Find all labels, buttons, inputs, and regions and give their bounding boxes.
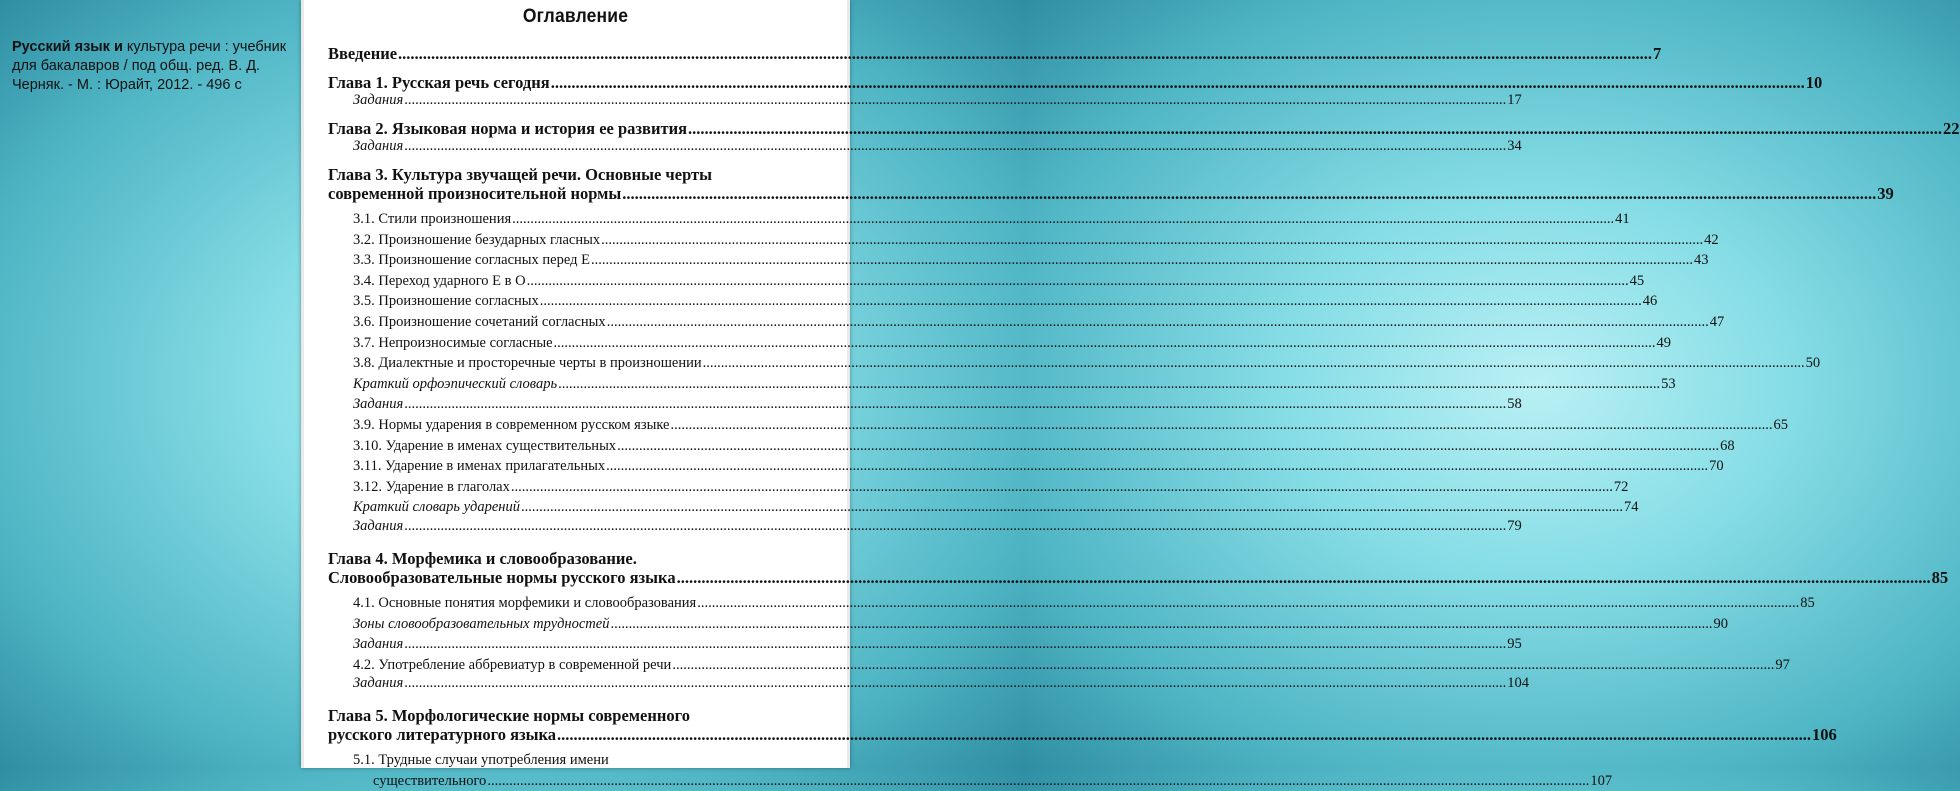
toc-item-3-9 (328, 415, 1788, 436)
toc-item-label: 3.7. Непроизносимые согласные (353, 334, 553, 351)
toc-item-label: Задания (353, 675, 404, 692)
scanned-toc-page (304, 0, 1960, 789)
toc-item-page: 72 (1613, 478, 1629, 495)
leader-dots (404, 138, 1506, 155)
citation-rest: культура речи : учебник для бакалавров / под общ. ред. В. Д. Черняк. - М. : Юрайт, 2012. - 496 с (12, 39, 287, 93)
toc-item-page: 70 (1709, 458, 1724, 475)
toc-item-label: Краткий словарь ударений (353, 499, 520, 516)
toc-chapter-3-line2: современной произносительной нормы (328, 184, 622, 203)
leader-dots (672, 655, 1774, 676)
toc-chapter-5-line2: русского литературного языка (328, 725, 557, 745)
toc-item-label: Задания (353, 92, 404, 108)
toc-item-label: 3.8. Диалектные и просторечные черты в произношении (353, 355, 702, 372)
toc-item-tasks (328, 634, 1522, 655)
toc-item-4-1 (328, 593, 1815, 614)
leader-dots (606, 456, 1708, 477)
toc-item-label: Задания (353, 138, 404, 154)
leader-dots (554, 333, 1656, 354)
leader-dots (398, 44, 1652, 63)
toc-item-page: 49 (1656, 334, 1672, 351)
toc-item-page: 107 (1590, 772, 1613, 789)
toc-item-label: 3.11. Ударение в именах прилагательных (353, 458, 606, 475)
toc-item-page: 90 (1713, 615, 1728, 632)
toc-item-tasks (328, 517, 1522, 535)
leader-dots (617, 436, 1719, 457)
toc-item-label: Задания (353, 396, 404, 413)
toc-item-label: Зоны словообразовательных трудностей (353, 615, 610, 632)
leader-dots (601, 230, 1703, 251)
toc-item-tasks (328, 394, 1522, 415)
citation-bold: Русский язык и (12, 39, 123, 55)
toc-item-label: Задания (353, 636, 404, 653)
toc-item-label: 3.3. Произношение согласных перед Е (353, 252, 590, 269)
toc-item-label: 3.5. Произношение согласных (353, 293, 539, 310)
toc-item-label: 3.2. Произношение безударных гласных (353, 231, 601, 248)
toc-item-page: 65 (1773, 416, 1788, 433)
toc-item-page: 50 (1805, 355, 1821, 372)
toc-item-3-7 (328, 333, 1672, 354)
toc-item-wordformation-difficulties (328, 614, 1728, 635)
toc-chapter-1-tasks (328, 92, 1522, 109)
toc-chapter-4 (328, 548, 1949, 587)
leader-dots (670, 415, 1772, 436)
toc-item-page: 42 (1704, 231, 1719, 248)
toc-item-label: 3.10. Ударение в именах существительных (353, 437, 617, 454)
toc-item-tasks (328, 675, 1529, 692)
toc-list (328, 44, 1960, 791)
toc-item-page: 17 (1507, 92, 1522, 108)
leader-dots (558, 374, 1660, 395)
leader-dots (521, 497, 1623, 518)
book-citation (12, 38, 292, 95)
leader-dots (404, 394, 1506, 415)
toc-item-page: 46 (1642, 293, 1658, 310)
leader-dots (404, 675, 1506, 692)
toc-item-3-12 (328, 477, 1629, 498)
leader-dots (607, 312, 1709, 333)
toc-item-5-1 (328, 750, 1613, 791)
leader-dots (622, 184, 1876, 203)
leader-dots (540, 291, 1642, 312)
toc-chapter-4-line2: Словообразовательные нормы русского языка (328, 567, 676, 587)
toc-item-page: 58 (1507, 396, 1522, 413)
toc-chapter-3-page: 39 (1877, 184, 1894, 203)
toc-item-page: 104 (1507, 675, 1529, 692)
toc-item-3-8 (328, 353, 1821, 374)
toc-item-page: 95 (1507, 636, 1522, 653)
toc-chapter-2 (328, 119, 1960, 138)
toc-item-page: 79 (1507, 517, 1522, 534)
leader-dots (512, 209, 1614, 230)
toc-title: Оглавление (522, 6, 629, 27)
toc-chapter-1 (328, 73, 1823, 92)
leader-dots (557, 725, 1811, 744)
toc-item-page: 47 (1709, 313, 1725, 330)
toc-item-3-10 (328, 436, 1735, 457)
toc-item-label: 3.9. Нормы ударения в современном русском языке (353, 416, 670, 433)
toc-chapter-4-page: 85 (1931, 567, 1949, 587)
leader-dots (697, 593, 1799, 614)
toc-item-label: 3.4. Переход ударного Е в О (353, 272, 526, 289)
leader-dots (591, 250, 1693, 271)
toc-item-label: 3.1. Стили произношения (353, 211, 512, 227)
toc-intro-label: Введение (328, 44, 398, 63)
toc-item-5-1-line2: существительного (373, 772, 487, 789)
toc-chapter-5 (328, 706, 1837, 745)
toc-item-label: Задания (353, 517, 404, 534)
toc-item-page: 41 (1615, 211, 1630, 227)
leader-dots (610, 614, 1712, 635)
toc-chapter-3 (328, 165, 1894, 203)
toc-item-page: 74 (1623, 499, 1639, 516)
leader-dots (404, 634, 1506, 655)
leader-dots (688, 119, 1942, 138)
toc-intro-page: 7 (1653, 44, 1662, 63)
toc-item-3-5 (328, 291, 1658, 312)
toc-item-label: 4.1. Основные понятия морфемики и словообразования (353, 594, 697, 611)
toc-item-3-6 (328, 312, 1725, 333)
leader-dots (527, 271, 1629, 292)
toc-intro (328, 44, 1662, 63)
toc-item-page: 85 (1800, 594, 1815, 611)
leader-dots (404, 518, 1506, 535)
toc-item-label: 4.2. Употребление аббревиатур в современной речи (353, 656, 672, 673)
toc-item-3-11 (328, 456, 1724, 477)
toc-item-3-2 (328, 230, 1719, 251)
toc-item-4-2 (328, 655, 1790, 676)
toc-item-page: 43 (1693, 252, 1709, 269)
leader-dots (677, 568, 1931, 587)
toc-item-label: Краткий орфоэпический словарь (353, 375, 558, 392)
toc-item-page: 45 (1629, 272, 1645, 289)
leader-dots (703, 353, 1805, 374)
toc-item-page: 34 (1507, 138, 1522, 154)
toc-item-page: 97 (1775, 656, 1790, 673)
leader-dots (487, 771, 1589, 791)
toc-item-3-1 (328, 209, 1630, 230)
toc-item-orthoepic-dictionary (328, 374, 1676, 395)
toc-item-5-1-line1: 5.1. Трудные случаи употребления имени (353, 752, 609, 769)
toc-chapter-4-line1: Глава 4. Морфемика и словообразование. (328, 548, 637, 568)
toc-chapter-2-page: 22 (1943, 119, 1960, 138)
toc-chapter-5-line1: Глава 5. Морфологические нормы современного (328, 706, 690, 726)
leader-dots (404, 92, 1506, 109)
toc-item-3-3 (328, 250, 1709, 271)
toc-chapter-1-page: 10 (1805, 73, 1823, 92)
toc-chapter-3-line1: Глава 3. Культура звучащей речи. Основные черты (328, 165, 713, 184)
toc-chapter-1-label: Глава 1. Русская речь сегодня (328, 73, 550, 92)
toc-item-label: 3.6. Произношение сочетаний согласных (353, 313, 606, 330)
toc-item-page: 53 (1661, 375, 1676, 392)
toc-chapter-2-label: Глава 2. Языковая норма и история ее развития (328, 119, 688, 138)
toc-chapter-2-tasks (328, 138, 1522, 155)
toc-item-page: 68 (1720, 437, 1735, 454)
toc-chapter-5-page: 106 (1812, 725, 1837, 745)
leader-dots (511, 477, 1613, 498)
toc-item-3-4 (328, 271, 1645, 292)
toc-item-stress-dictionary (328, 497, 1639, 518)
leader-dots (551, 73, 1805, 92)
toc-item-label: 3.12. Ударение в глаголах (353, 478, 510, 495)
